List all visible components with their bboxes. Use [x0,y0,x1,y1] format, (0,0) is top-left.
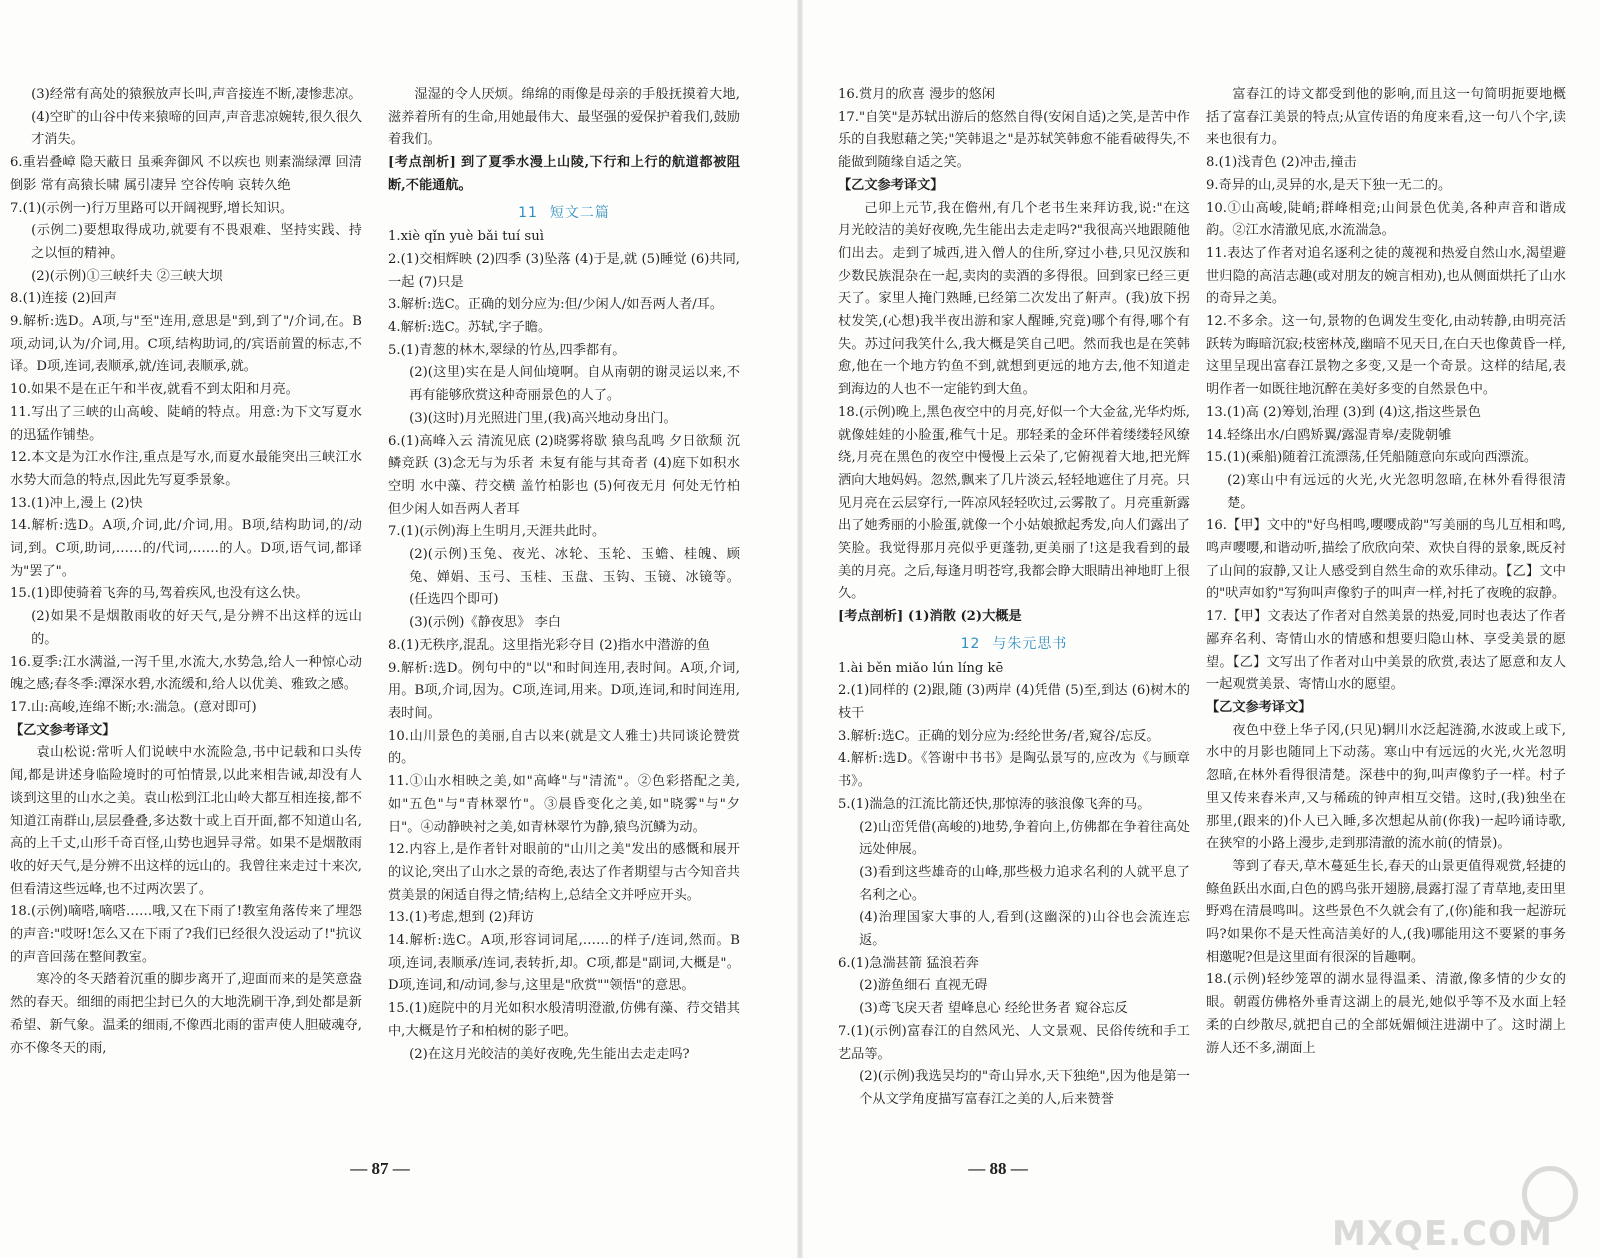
answer-line: 18.(示例)晚上,黑色夜空中的月亮,好似一个大金盆,光华灼烁,就像娃娃的小脸蛋,稚气十足。那轻柔的金环伴着缕缕轻风缭绕,月亮在黑色的夜空中慢慢上云朵了,它俯视着大地,把光辉洒向大地妈妈。忽然,飘来了几片淡云,轻轻地遮住了月亮。只见月亮在云层穿行,一阵凉风轻轻吹过,云雾散了。月亮重新露出了她秀丽的小脸蛋,就像一个小姑娘掀起秀发,向人们露出了笑脸。我觉得那月亮似乎更蓬勃,更美丽了!这是我看到的最美的月亮。之后,每逢月明苍穹,我都会睁大眼睛出神地盯上很久。 [838,404,1190,602]
answer-line: 12.不多余。这一句,景物的色调发生变化,由动转静,由明亮活跃转为晦暗沉寂;枝密林茂,幽暗不见天日,在白天也像黄昏一样,这里呈现出富春江景物之多变,又是一个奇景。这样的结尾,表明作者一如既往地沉醉在美好多变的自然景色中。 [1206,314,1566,398]
answer-line: (2)游鱼细石 直视无碍 [859,978,988,994]
answer-line: 7.(1)(示例)富春江的自然风光、人文景观、民俗传统和手工艺品等。 [838,1023,1190,1062]
answer-line: 16.赏月的欣喜 漫步的悠闲 [838,87,996,102]
answer-line: 3.解析:选C。正确的划分应为:经纶世务/者,窥谷/忘反。 [838,728,1160,744]
answer-line: 3.解析:选C。正确的划分应为:但/少闲人/如吾两人者/耳。 [388,297,724,313]
right-column-1-bottom [838,658,1190,1112]
answer-line: 17.【甲】文表达了作者对自然美景的热爱,同时也表达了作者鄙弃名利、寄情山水的情感和想要归隐山林、享受美景的愿望。【乙】文写出了作者对山中美景的欣赏,表达了愿意和友人一起观赏美景、寄情山水的愿望。 [1206,609,1566,693]
answer-line: 10.如果不是在正午和半夜,就看不到太阳和月亮。 [10,382,299,398]
answer-line: (2)山峦凭借(高峻的)地势,争着向上,仿佛都在争着往高处远处伸展。 [859,819,1190,858]
page-number-87: — 87 — [350,1159,410,1178]
answer-line: 6.(1)急湍甚箭 猛浪若奔 [838,955,979,971]
left-column-2 [388,84,740,1194]
answer-line: (2)(示例)玉兔、夜光、冰轮、玉轮、玉蟾、桂魄、顾兔、婵娟、玉弓、玉桂、玉盘、玉钩、玉镜、冰镜等。(任选四个即可) [409,547,740,608]
answer-line: 13.(1)考虑,想到 (2)拜访 [388,910,534,926]
section-title-12 [838,633,1190,656]
answer-line: (3)经常有高处的猿猴放声长叫,声音接连不断,凄惨悲凉。 [31,87,362,102]
answer-line: (2)寒山中有远远的火光,火光忽明忽暗,在林外看得很清楚。 [1227,472,1566,511]
answer-line: 12.内容上,是作者针对眼前的"山川之美"发出的感慨和展开的议论,突出了山水之景的奇绝,表达了作者期望与古今知音共赏美景的闲适自得之情;结构上,总结全文并呼应开头。 [388,842,740,903]
answer-line: 16.夏季:江水满溢,一泻千里,水流大,水势急,给人一种惊心动魄之感;春冬季:潭深水碧,水流缓和,给人以优美、雅致之感。 [10,654,362,693]
answer-line: 4.解析:选D。《答谢中书书》是陶弘景写的,应改为《与顾章书》。 [838,751,1190,790]
answer-line: 8.(1)无秩序,混乱。这里指光彩夺目 (2)指水中潜游的鱼 [388,637,711,653]
answer-line: 2.(1)交相辉映 (2)四季 (3)坠落 (4)于是,就 (5)睡觉 (6)共同,一起 (7)只是 [388,251,740,290]
answer-line: 11.表达了作者对追名逐利之徒的蔑视和热爱自然山水,渴望避世归隐的高洁志趣(或对朋友的婉言相劝),也从侧面烘托了山水的奇异之美。 [1206,245,1566,307]
answer-line: (2)(示例)我选吴均的"奇山异水,天下独绝",因为他是第一个从文学角度描写富春江之美的人,后来赞誉 [859,1069,1190,1107]
answer-line: 夜色中登上华子冈,(只见)辋川水泛起涟漪,水波或上或下,水中的月影也随同上下动荡。寒山中有远远的火光,火光忽明忽暗,在林外看得很清楚。深巷中的狗,叫声像豹子一样。村子里又传来舂米声,又与稀疏的钟声相互交错。这时,(我)独坐在那里,(跟来的)仆人已入睡,多次想起从前(你我)一起吟诵诗歌,在狭窄的小路上漫步,走到那清澈的流水前(的情景)。 [1206,722,1566,852]
answer-line: (3)(这时)月光照进门里,(我)高兴地动身出门。 [409,410,677,426]
answer-line: [考点剖析] 到了夏季水漫上山陵,下行和上行的航道都被阻断,不能通航。 [388,155,740,193]
answer-line: 15.(1)即使骑着飞奔的马,驾着疾风,也没有这么快。 [10,586,309,602]
answer-line: 【乙文参考译文】 [838,177,944,193]
section-heading: 短文二篇 [549,204,610,221]
answer-line: (3)看到这些雄奇的山峰,那些极力追求名利的人就平息了名利之心。 [859,864,1190,903]
page-number-88: — 88 — [968,1159,1028,1178]
page-88 [800,0,1600,1258]
answer-line: 16.【甲】文中的"好鸟相鸣,嘤嘤成韵"写美丽的鸟儿互相和鸣,鸣声嘤嘤,和谐动听,描绘了欣欣向荣、欢快自得的景象,既反衬了山间的寂静,又让人感受到自然生命的欢乐律动。【乙】文中的"吠声如豹"写狗叫声像豹子的叫声一样,衬托了夜晚的寂静。 [1206,518,1566,602]
answer-line: 18.(示例)轻纱笼罩的湖水显得温柔、清澈,像多情的少女的眼。朝霞仿佛格外垂青这湖上的晨光,她似乎等不及水面上轻柔的白纱散尽,就把自己的全部妩媚倾注进湖中了。这时湖上游人还不多,湖面上 [1206,972,1566,1056]
answer-line: 12.本文是为江水作注,重点是写水,而夏水最能突出三峡江水水势大而急的特点,因此先写夏季景象。 [10,450,362,488]
answer-line: (3)鸢飞戾天者 望峰息心 经纶世务者 窥谷忘反 [859,1001,1128,1017]
answer-line: 富春江的诗文都受到他的影响,而且这一句简明扼要地概括了富春江美景的特点;从宣传语的角度来看,这一句八个字,读来也很有力。 [1206,87,1566,148]
section-number: 11 [518,204,538,221]
answer-line: 13.(1)高 (2)筹划,治理 (3)到 (4)这,指这些景色 [1206,404,1481,420]
answer-line: (2)如果不是烟散雨收的好天气,是分辨不出这样的远山的。 [31,609,362,647]
answer-line: 6.重岩叠嶂 隐天蔽日 虽乘奔御风 不以疾也 则素湍绿潭 回清倒影 常有高猿长啸 属引凄异 空谷传响 哀转久绝 [10,155,362,193]
answer-line: 7.(1)(示例)海上生明月,天涯共此时。 [388,524,606,540]
answer-line: 15.(1)庭院中的月光如积水般清明澄澈,仿佛有藻、荇交错其中,大概是竹子和柏树的影子吧。 [388,1001,740,1039]
answer-line: 4.解析:选C。苏轼,字子瞻。 [388,320,552,336]
section-heading: 与朱元思书 [992,635,1068,652]
answer-line: 10.①山高峻,陡峭;群峰相竞;山间景色优美,各种声音和谐成韵。②江水清澈见底,水流湍急。 [1206,200,1566,239]
answer-line: 11.①山水相映之美,如"高峰"与"清流"。②色彩搭配之美,如"五色"与"青林翠竹"。③晨昏变化之美,如"晓雾"与"夕日"。④动静映衬之美,如青林翠竹为静,猿鸟沉鳞为动。 [388,774,740,835]
answer-line: 14.解析:选C。A项,形容词词尾,……的样子/连词,然而。B项,连词,表顺承/连词,表转折,却。C项,都是"副词,大概是"。D项,连词,和/动词,参与,这里是"欣赏""领悟"的意思。 [388,933,740,994]
answer-line: 【乙文参考译文】 [1206,699,1312,715]
answer-line: 8.(1)浅青色 (2)冲击,撞击 [1206,155,1357,171]
answer-line: 5.(1)湍急的江流比箭还快,那惊涛的骇浪像飞奔的马。 [838,796,1151,812]
answer-line: 17.山:高峻,连绵不断;水:湍急。(意对即可) [10,699,257,715]
answer-line: (示例二)要想取得成功,就要有不畏艰难、坚持实践、持之以恒的精神。 [31,223,362,261]
answer-line: 1.ài běn miǎo lún líng kē [838,660,1004,676]
answer-line: 11.写出了三峡的山高峻、陡峭的特点。用意:为下文写夏水的迅猛作铺垫。 [10,404,362,443]
right-column-1 [838,84,1190,1194]
answer-line: 2.(1)同样的 (2)跟,随 (3)两岸 (4)凭借 (5)至,到达 (6)树木的枝干 [838,683,1190,721]
left-column-2-top [388,84,740,198]
answer-line: 5.(1)青葱的林木,翠绿的竹丛,四季都有。 [388,342,626,358]
answer-line: 寒冷的冬天踏着沉重的脚步离开了,迎面而来的是笑意盎然的春天。细细的雨把尘封已久的大地洗刷干净,到处都是新希望、新气象。温柔的细雨,不像西北雨的雷声使人胆破魂夺,亦不像冬天的雨, [10,972,362,1056]
answer-line: 15.(1)(乘船)随着江流漂荡,任凭船随意向东或向西漂流。 [1206,450,1538,466]
answer-line: (4)治理国家大事的人,看到(这幽深的)山谷也会流连忘返。 [859,910,1190,949]
watermark-text: MXQE.COM [1332,1214,1553,1255]
answer-line: 9.解析:选D。A项,与"至"连用,意思是"到,到了"/介词,在。B项,动词,认为/介词,用。C项,结构助词,的/宾语前置的标志,不译。D项,连词,表顺承,就/连词,表顺承,就。 [10,314,362,375]
answer-line: (2)在这月光皎洁的美好夜晚,先生能出去走走吗? [409,1046,690,1062]
answer-line: 14.轻绦出水/白鸥矫翼/露湿青皋/麦陇朝雊 [1206,427,1452,443]
answer-line: 等到了春天,草木蔓延生长,春天的山景更值得观赏,轻捷的鲦鱼跃出水面,白色的鸥鸟张开翅膀,晨露打湿了青草地,麦田里野鸡在清晨鸣叫。这些景色不久就会有了,(你)能和我一起游玩吗?如果你不是天性高洁美好的人,(我)哪能用这不要紧的事务相邀呢?但是这里面有很深的旨趣啊。 [1206,858,1566,965]
answer-line: 9.解析:选D。例句中的"以"和时间连用,表时间。A项,介词,用。B项,介词,因为。C项,连词,用来。D项,连词,和时间连用,表时间。 [388,660,740,721]
answer-line: (2)(这里)实在是人间仙境啊。自从南朝的谢灵运以来,不再有能够欣赏这种奇丽景色的人了。 [409,365,740,404]
answer-line: 9.奇异的山,灵异的水,是天下独一无二的。 [1206,177,1452,193]
answer-line: 己卯上元节,我在儋州,有几个老书生来拜访我,说:"在这月光皎洁的美好夜晚,先生能出去走走吗?"我很高兴地跟随他们出去。走到了城西,进入僧人的住所,穿过小巷,只见汉族和少数民族混杂在一起,卖肉的卖酒的多得很。回到家已经三更天了。家里人掩门熟睡,已经第二次发出了鼾声。(我)放下拐杖发笑,(心想)我半夜出游和家人醒睡,究竟)哪个有得,哪个有失。苏过问我笑什么,我大概是笑自己吧。然而我也是在笑韩愈,他在一个地方钓鱼不到,就想到更远的地方去,他不知道走到海边的人也不一定能钓到大鱼。 [838,200,1190,398]
answer-line: 7.(1)(示例一)行万里路可以开阔视野,增长知识。 [10,200,294,216]
right-column-1-top [838,84,1190,629]
answer-line: 【乙文参考译文】 [10,722,116,738]
answer-line: 6.(1)高峰入云 清流见底 (2)晓雾将歇 猿鸟乱鸣 夕日欲颓 沉鳞竞跃 (3)念无与为乐者 未复有能与其奇者 (4)庭下如积水空明 水中藻、荇交横 盖竹柏影也 (5)何夜无月 何处无竹柏 但少闲人如吾两人者耳 [388,433,740,517]
answer-line: 18.(示例)嘀嗒,嘀嗒……哦,又在下雨了!教室角落传来了埋怨的声音:"哎呀!怎么又在下雨了?我们已经很久没运动了!"抗议的声音回荡在整间教室。 [10,904,362,965]
answer-line: 10.山川景色的美丽,自古以来(就是文人雅士)共同谈论赞赏的。 [388,728,740,767]
site-watermark [1322,1160,1592,1255]
answer-line: 14.解析:选D。A项,介词,此/介词,用。B项,结构助词,的/动词,到。C项,助词,……的/代词,……的人。D项,语气词,都译为"罢了"。 [10,518,362,579]
answer-line: 8.(1)连接 (2)回声 [10,291,117,307]
answer-line: 湿湿的令人厌烦。绵绵的雨像是母亲的手般抚摸着大地,滋养着所有的生命,用她最伟大、最坚强的爱保护着我们,鼓励着我们。 [388,87,740,148]
left-column-2-bottom [388,226,740,1066]
answer-line: (3)(示例)《静夜思》 李白 [409,615,561,631]
right-column-2 [1206,84,1566,1194]
answer-line: 13.(1)冲上,漫上 (2)快 [10,495,143,511]
section-number: 12 [960,635,981,652]
answer-line: 袁山松说:常听人们说峡中水流险急,书中记载和口头传闻,都是讲述身临险境时的可怕情景,以此来相告诫,却没有人谈到这里的山水之美。袁山松到江北山岭大都互相连接,都不知道江南群山,层层叠叠,多达数十或上百开面,都不知道山名,高的上千丈,山形千奇百怪,山势也迥异寻常。如果不是烟散雨收的好天气,是分辨不出这样的远山的。我曾往来走过十来次,但看清这些远峰,也不过两次罢了。 [10,745,362,897]
answer-line: 1.xiè qǐn yuè bǎi tuí suì [388,229,544,245]
section-title-11 [388,202,740,225]
left-column-1 [10,84,362,1194]
answer-line: [考点剖析] (1)消散 (2)大概是 [838,609,1022,625]
answer-line: (4)空旷的山谷中传来猿啼的回声,声音悲凉婉转,很久很久才消失。 [31,109,362,148]
answer-line: 17."自笑"是苏轼出游后的悠然自得(安闲自适)之笑,是苦中作乐的自我慰藉之笑;"笑韩退之"是苏轼笑韩愈不能看破得失,不能做到随缘自适之笑。 [838,109,1190,171]
answer-line: (2)(示例)①三峡纤夫 ②三峡大坝 [31,268,223,284]
